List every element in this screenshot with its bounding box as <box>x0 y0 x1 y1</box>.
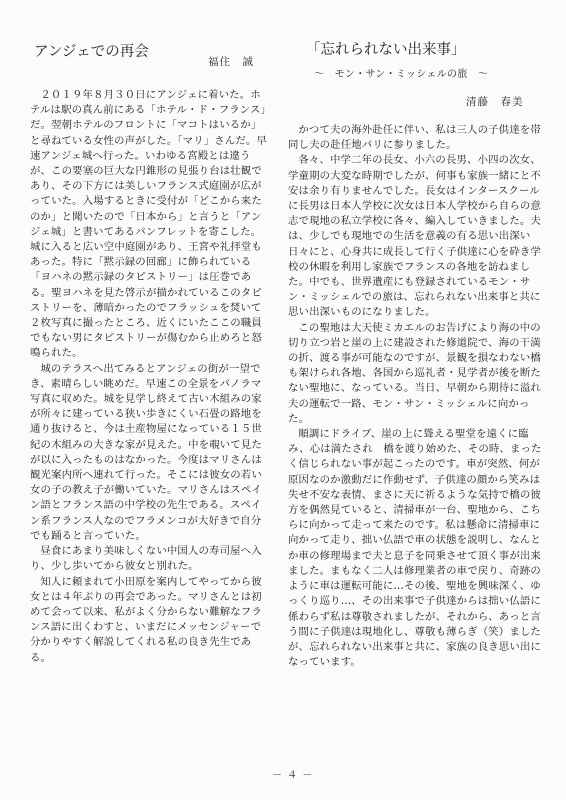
right-paragraph-1: かつて夫の海外赴任に伴い、私は三人の子供達を帯同し夫の赴任地パリに参りました。 <box>288 124 541 152</box>
right-paragraph-3: この聖地は大天使ミカエルのお告げにより海の中の切り立つ岩と崖の上に建設された修道院で、海の干満の折、渡る事が可能なのですが、景観を損なわない橋も架けられ各地、各国から巡礼者・見学者が後を断たない聖地に、なっている。当日、早朝から期待に溢れ夫の運転で一路、モン・サン・ミッシェルに向かった。 <box>288 321 541 425</box>
left-article-header <box>30 40 270 86</box>
right-article <box>288 40 542 670</box>
right-article-author: 清藤 春美 <box>466 96 524 108</box>
right-paragraph-2: 各々、中学二年の長女、小六の長男、小四の次女、学童期の大変な時期でしたが、何事も家族一緒にと不安は余り有りませんでした。長女はインタースクールに長男は日本人学校に次女は日本人学校から自らの意志で現地の私立学校に各々、編入していきました。夫は、少しでも現地での生活を意義の有る思い出深い日々にと、心身共に成長して行く子供達に心を砕き学校の休暇を利用し家族でフランスの各地を訪ねました。中でも、世界遺産にも登録されているモン・サン・ミッシェルでの旅は、忘れられない出来事と共に思い出深いものになりました。 <box>288 154 541 319</box>
left-article-title: アンジェでの再会 <box>34 44 149 60</box>
left-paragraph-1: ２０１９年８月３０日にアンジェに着いた。ホテルは駅の真ん前にある「ホテル・ド・フランス」だ。翌朝ホテルのフロントに「マコトはいるか」と尋ねている女性の声がした。「マリ」さんだ。早速アンジェ城へ行った。いわゆる宮殿とは違うが、この要塞の巨大な円錐形の見張り台は壮観であり、その下方には美しいフランス式庭園が広がっていた。入場するときに受付が「どこから来たのか」と聞いたので「日本から」と言うと「アンジェ城」と書いてあるパンフレットを寄こした。城に入ると広い空中庭園があり、王宮や礼拝堂もあった。特に「黙示録の回廊」に飾られている「ヨハネの黙示録のタピストリー」は圧巻である。聖ヨハネを見た啓示が描かれているこのタピストリーを、薄暗かったのでフラッシュを焚いて２枚写真に撮ったところ、近くにいたここの職員でもない男にタピストリーが傷むから止めろと怒鳴られた。 <box>30 89 267 360</box>
left-article <box>30 40 270 666</box>
left-article-author: 福住 誠 <box>208 56 254 68</box>
left-paragraph-4: 知人に頼まれて小田原を案内してやってから彼女とは４年ぶりの再会であった。マリさんとは初めて会って以来、私がよく分からない難解なフランス語に出くわすと、いまだにメッセンジャーで分かりやすく解説してくれる私の良き先生である。 <box>30 575 262 664</box>
right-article-body <box>288 123 542 670</box>
left-paragraph-2: 城のテラスへ出てみるとアンジェの街が一望でき、素晴らしい眺めだ。早速この全景をパノラマ写真に収めた。城を見学し終えて古い木組みの家が所々に建っている狭い歩きにくい石畳の路地を通り抜けると、今は土産物屋になっている１５世紀の木組みの大きな家が見えた。中を覗いて見たが以に入ったものはなかった。今度はマリさんは観光案内所へ連れて行った。そこには彼女の若い女の子の教え子が働いていた。マリさんはスペイン語とフランス語の中学校の先生である。スペイン系フランス人なのでフラメンコが大好きで自分でも踊ると言っていた。 <box>30 362 262 542</box>
left-article-body <box>30 88 270 666</box>
right-paragraph-4: 順調にドライブ、崖の上に聳える聖堂を遠くに臨み、心は満たされ 橋を渡り始めた、その時、まったく信じられない事が起こったのです。車が突然、何が原因なのか激動だに作動せず、子供達の顔から笑みは失せ不安な表情、まさに天に祈るような気持で橋の彼方を偶然見ていると、清掃車が一台、聖地から、こちらに向かって走って来たのです。私は懸命に清掃車に向かって走り、拙い仏語で車の状態を説明し、なんとか車の修理場まで夫と息子を同乗させて頂く事が出来ました。まもなく二人は修理業者の車で戻り、奇跡のように車は運転可能に…その後、聖地を興味深く、ゆっくり巡り…、その出来事で子供達からは拙い仏語に係わらず私は尊敬されましたが、それから、あっと言う間に子供達は現地化し、尊敬も薄らぎ（笑）ましたが、忘れられない出来事と共に、家族の良き思い出になっています。 <box>288 428 542 669</box>
left-paragraph-3: 昼食にあまり美味しくない中国人の寿司屋へ入り、少し歩いてから彼女と別れた。 <box>30 545 262 573</box>
right-article-subtitle: ～ モン・サン・ミッシェルの旅 ～ <box>314 69 489 80</box>
right-article-title: 「忘れられない出来事」 <box>306 42 466 58</box>
page-number: － ４ － <box>272 770 314 781</box>
